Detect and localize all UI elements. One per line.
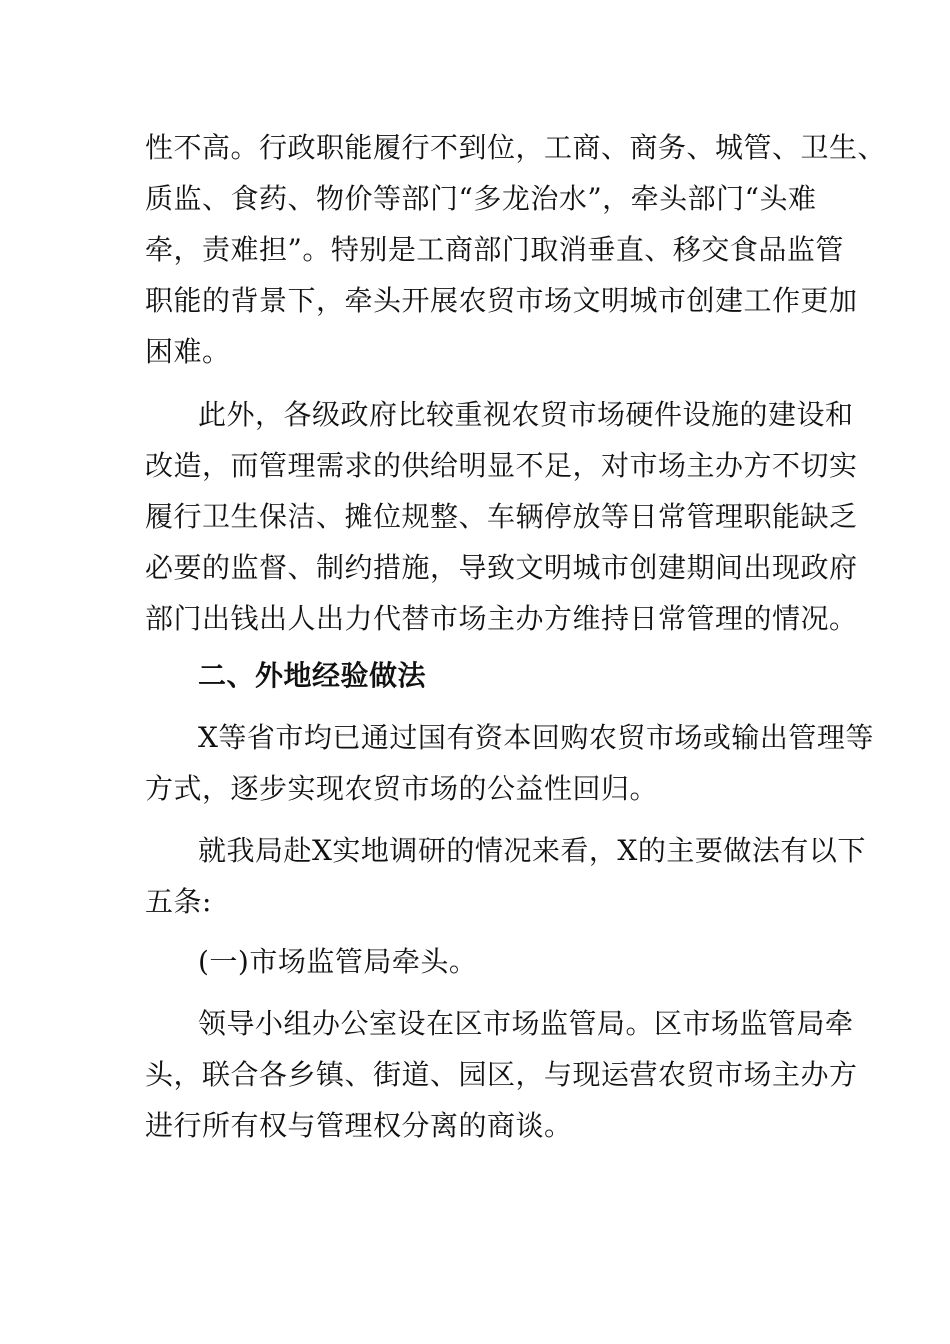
text-line: 牵，责难担”。特别是工商部门取消垂直、移交食品监管 [145, 233, 844, 266]
text-line: 进行所有权与管理权分离的商谈。 [145, 1109, 573, 1142]
text-line: 困难。 [145, 335, 231, 368]
text-line: 就我局赴X实地调研的情况来看，X的主要做法有以下 [198, 834, 866, 867]
text-line: 职能的背景下，牵头开展农贸市场文明城市创建工作更加 [145, 284, 858, 317]
text-line: 头，联合各乡镇、街道、园区，与现运营农贸市场主办方 [145, 1058, 858, 1091]
section-heading: 二、外地经验做法 [198, 659, 427, 692]
text-line: 此外，各级政府比较重视农贸市场硬件设施的建设和 [198, 398, 854, 431]
subsection-heading: (一)市场监管局牵头。 [198, 945, 478, 978]
text-line: X等省市均已通过国有资本回购农贸市场或输出管理等 [198, 721, 874, 754]
text-line: 履行卫生保洁、摊位规整、车辆停放等日常管理职能缺乏 [145, 500, 858, 533]
text-line: 必要的监督、制约措施，导致文明城市创建期间出现政府 [145, 551, 858, 584]
text-line: 方式，逐步实现农贸市场的公益性回归。 [145, 772, 659, 805]
text-line: 领导小组办公室设在区市场监管局。区市场监管局牵 [198, 1007, 854, 1040]
text-line: 质监、食药、物价等部门“多龙治水”，牵头部门“头难 [145, 182, 817, 215]
text-line: 性不高。行政职能履行不到位，工商、商务、城管、卫生、 [145, 131, 887, 164]
text-line: 部门出钱出人出力代替市场主办方维持日常管理的情况。 [145, 602, 858, 635]
text-line: 改造，而管理需求的供给明显不足，对市场主办方不切实 [145, 449, 858, 482]
text-line: 五条: [145, 885, 212, 918]
